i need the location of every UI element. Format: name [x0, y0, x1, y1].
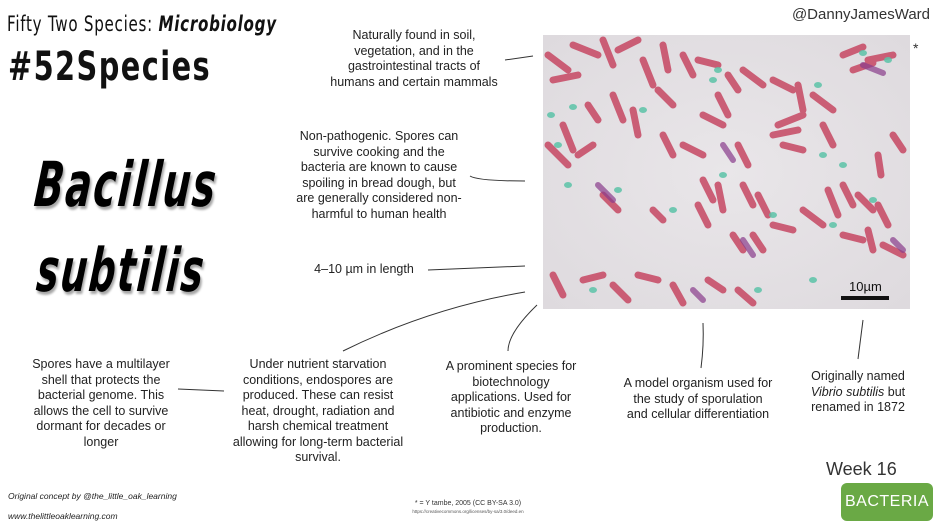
fact-size: 4–10 µm in length [314, 262, 414, 276]
connector-habitat [505, 56, 533, 60]
week-label: Week 16 [826, 459, 897, 479]
author-handle: @DannyJamesWard [791, 6, 930, 23]
concept-credit: Original concept by @the_little_oak_learning [8, 491, 177, 501]
hashtag: #52Species [8, 44, 212, 90]
image-credit: * = Y tambe, 2005 (CC BY-SA 3.0) [414, 500, 522, 507]
website-link[interactable]: www.thelittleoaklearning.com [8, 511, 118, 521]
fact-endospores: Under nutrient starvation conditions, endospores are produced. These can resist heat, drought, radiation and harsh chemical treatment allowing for long-term bacterial survival. [232, 357, 404, 464]
connector-naming [858, 320, 863, 359]
connector-endospores [343, 292, 525, 351]
micrograph-image [543, 35, 910, 309]
fact-model-organism: A model organism used for the study of sporulation and cellular differentiation [623, 376, 773, 421]
naming-old-name: Vibrio subtilis [810, 384, 885, 399]
species-epithet: subtilis [33, 236, 209, 306]
connector-biotech [508, 305, 537, 351]
connector-model-organism [701, 323, 703, 368]
connector-spore-shell [178, 389, 224, 391]
species-genus: Bacillus [31, 148, 221, 221]
fact-habitat: Naturally found in soil, vegetation, and in the gastrointestinal tracts of humans and certain mammals [330, 28, 498, 89]
connector-pathogenicity [470, 176, 525, 181]
connector-size [428, 266, 525, 270]
category-badge: BACTERIA [841, 483, 933, 521]
fact-pathogenicity: Non-pathogenic. Spores can survive cooking and the bacteria are known to cause spoiling in bread dough, but are generally considered non-harmful to human health [296, 129, 462, 221]
fact-spore-shell: Spores have a multilayer shell that protects the bacterial genome. This allows the cell to survive dormant for decades or longer [32, 357, 170, 449]
license-link[interactable]: https://creativecommons.org/licenses/by-sa/3.0/deed.en [412, 509, 524, 514]
fact-biotech: A prominent species for biotechnology applications. Used for antibiotic and enzyme production. [445, 359, 577, 435]
naming-prefix: Originally named [811, 369, 905, 383]
scale-bar [841, 296, 889, 300]
image-credit-asterisk: * [913, 40, 919, 56]
series-title-main: Fifty Two Species: [7, 12, 159, 36]
series-subtitle: Microbiology [158, 12, 277, 36]
fact-naming [800, 369, 916, 416]
naming-suffix: but renamed in 1872 [811, 384, 906, 414]
scale-bar-label: 10µm [849, 279, 882, 294]
